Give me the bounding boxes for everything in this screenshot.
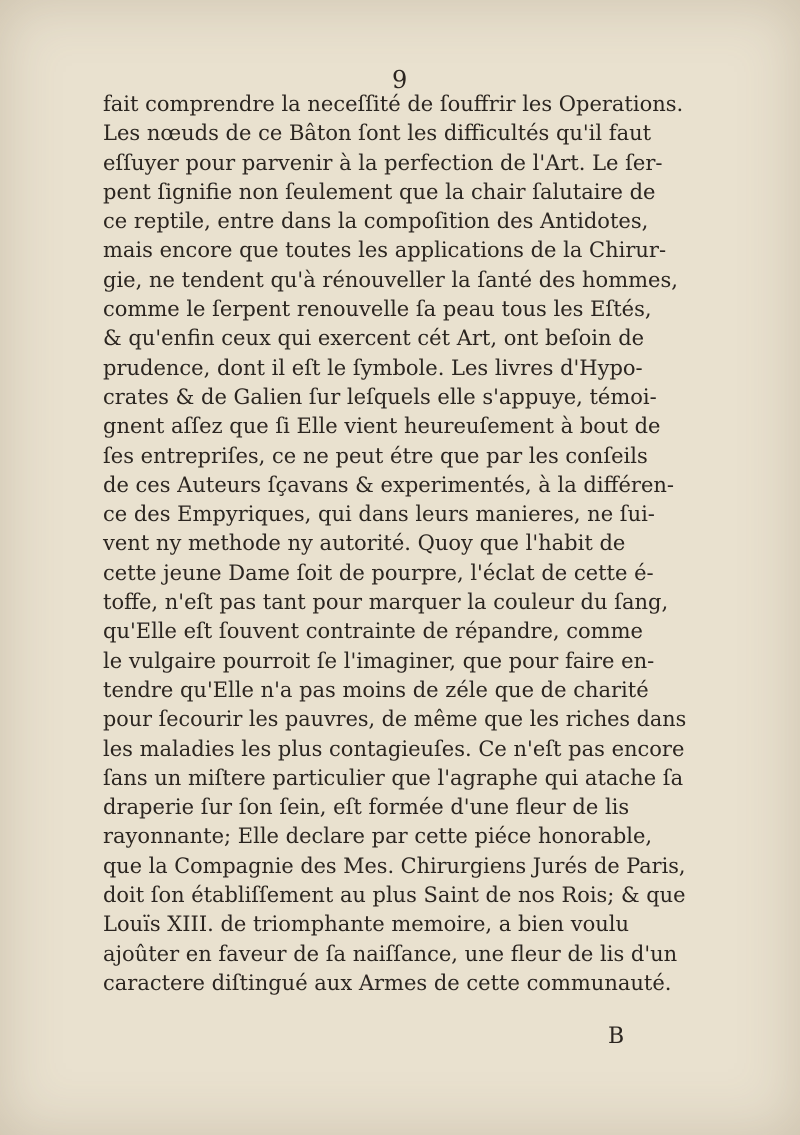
signature-mark: B [608, 1024, 625, 1049]
text-line: crates & de Galien ſur leſquels elle s'appuye, témoi- [103, 384, 657, 409]
text-line: le vulgaire pourroit ſe l'imaginer, que pour faire en- [103, 648, 655, 673]
text-line: les maladies les plus contagieuſes. Ce n'eſt pas encore [103, 736, 685, 761]
text-line: draperie ſur ſon ſein, eſt formée d'une fleur de lis [103, 795, 630, 820]
text-line: ajoûter en faveur de ſa naiſſance, une fleur de lis d'un [103, 941, 678, 966]
text-line: vent ny methode ny autorité. Quoy que l'habit de [103, 531, 626, 556]
text-line: Louïs XIII. de triomphante memoire, a bien voulu [103, 912, 630, 937]
page-number: 9 [392, 66, 408, 94]
text-line: mais encore que toutes les applications de la Chirur- [103, 238, 667, 263]
text-line: prudence, dont il eſt le ſymbole. Les livres d'Hypo- [103, 355, 643, 380]
text-line: ſans un miſtere particulier que l'agraphe qui atache ſa [103, 765, 684, 790]
body-text [103, 90, 686, 998]
text-line: pent ſignifie non ſeulement que la chair ſalutaire de [103, 179, 656, 204]
text-line: caractere diſtingué aux Armes de cette communauté. [103, 970, 672, 995]
text-line: & qu'enfin ceux qui exercent cét Art, ont beſoin de [103, 326, 645, 351]
text-line: fait comprendre la neceſſité de ſouffrir les Operations. [103, 92, 684, 116]
text-line: comme le ſerpent renouvelle ſa peau tous les Eſtés, [103, 297, 652, 322]
text-line: gie, ne tendent qu'à rénouveller la ſanté des hommes, [103, 267, 678, 292]
text-line: doit ſon établiſſement au plus Saint de nos Rois; & que [103, 883, 686, 908]
text-line: ce reptile, entre dans la compoſition des Antidotes, [103, 209, 649, 234]
text-line: qu'Elle eſt ſouvent contrainte de répandre, comme [103, 619, 643, 644]
text-line: pour ſecourir les pauvres, de même que les riches dans [103, 707, 687, 732]
text-line: toffe, n'eſt pas tant pour marquer la couleur du ſang, [103, 590, 669, 615]
text-line: eſſuyer pour parvenir à la perfection de l'Art. Le ſer- [103, 150, 663, 175]
text-line: rayonnante; Elle declare par cette piéce honorable, [103, 824, 653, 849]
text-line: que la Compagnie des Mes. Chirurgiens Jurés de Paris, [103, 853, 686, 878]
text-line: tendre qu'Elle n'a pas moins de zéle que de charité [103, 677, 649, 702]
text-line: Les nœuds de ce Bâton ſont les difficultés qu'il faut [103, 121, 652, 146]
text-line: ce des Empyriques, qui dans leurs manieres, ne ſui- [103, 502, 655, 527]
text-line: gnent aſſez que ſi Elle vient heureuſement à bout de [103, 414, 661, 439]
text-line: ſes entrepriſes, ce ne peut étre que par les conſeils [103, 443, 648, 468]
text-line: cette jeune Dame ſoit de pourpre, l'éclat de cette é- [103, 560, 654, 585]
text-line: de ces Auteurs ſçavans & experimentés, à la différen- [103, 472, 674, 497]
